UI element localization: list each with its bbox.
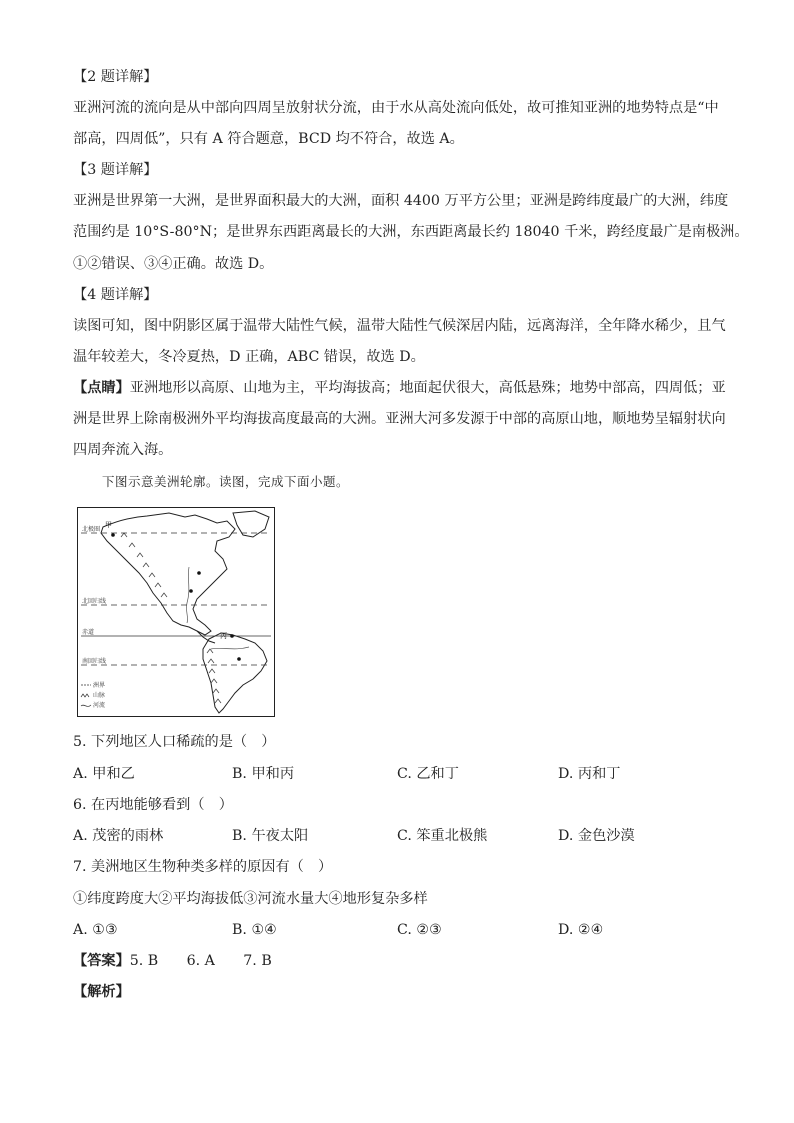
place-ding-dot	[189, 589, 193, 593]
answer-line	[73, 951, 272, 971]
q6-option-d: D. 金色沙漠	[558, 828, 635, 844]
q3-line-2: 范围约是 10°S-80°N；是世界东西距离最长的大洲，东西距离最长约 18040 千米，跨经度最广是南极洲。	[73, 224, 749, 240]
legend-mountain-label: 山脉	[93, 692, 106, 699]
analysis-heading: 【解析】	[73, 984, 130, 1000]
q4-line-2: 温年较差大，冬冷夏热，D 正确，ABC 错误，故选 D。	[73, 349, 425, 365]
q5-option-b: B. 甲和丙	[232, 766, 295, 782]
legend-border-label: 洲界	[93, 682, 106, 689]
answer-text: 5. B 6. A 7. B	[129, 953, 272, 969]
place-yi-dot	[197, 571, 201, 575]
q5-option-c: C. 乙和丁	[397, 766, 459, 782]
question-6-stem: 6. 在丙地能够看到（ ）	[73, 797, 233, 813]
q5-option-a: A. 甲和乙	[73, 766, 135, 782]
q2-heading: 【2 题详解】	[73, 69, 158, 85]
q3-line-3: ①②错误、③④正确。故选 D。	[73, 256, 274, 272]
question-7-statements: ①纬度跨度大②平均海拔低③河流水量大④地形复杂多样	[73, 891, 428, 907]
tip-line-3: 四周奔流入海。	[73, 442, 173, 458]
q4-line-1: 读图可知，图中阴影区属于温带大陆性气候，温带大陆性气候深居内陆，远离海洋，全年降水稀少，且气	[73, 318, 726, 334]
q7-option-a: A. ①③	[73, 922, 118, 938]
tip-heading: 【点睛】	[73, 380, 130, 396]
q4-heading: 【4 题详解】	[73, 287, 158, 303]
q7-option-d: D. ②④	[558, 922, 604, 938]
question-5-stem: 5. 下列地区人口稀疏的是（ ）	[73, 734, 276, 750]
q2-line-2: 部高，四周低”，只有 A 符合题意，BCD 均不符合，故选 A。	[73, 131, 464, 147]
tip-line-2: 洲是世界上除南极洲外平均海拔高度最高的大洲。亚洲大河多发源于中部的高原山地，顺地势呈辐射状向	[73, 411, 726, 427]
q7-option-b: B. ①④	[232, 922, 277, 938]
q3-heading: 【3 题详解】	[73, 162, 158, 178]
americas-map	[77, 507, 275, 717]
q6-option-b: B. 午夜太阳	[232, 828, 309, 844]
place-bing-dot	[230, 634, 234, 638]
q5-option-d: D. 丙和丁	[558, 766, 621, 782]
equator-label: 赤道	[82, 629, 95, 636]
arctic-circle-label: 北极圈	[82, 526, 101, 533]
answer-label: 【答案】	[73, 953, 130, 969]
place-south-dot	[237, 657, 241, 661]
tip-line-1	[73, 378, 726, 398]
question-7-stem: 7. 美洲地区生物种类多样的原因有（ ）	[73, 859, 333, 875]
q7-option-c: C. ②③	[397, 922, 442, 938]
place-bing-label: 丙	[220, 632, 227, 640]
map-intro: 下图示意美洲轮廓。读图，完成下面小题。	[102, 474, 350, 489]
q6-option-c: C. 笨重北极熊	[397, 828, 488, 844]
q6-option-a: A. 茂密的雨林	[73, 828, 164, 844]
q2-line-1: 亚洲河流的流向是从中部向四周呈放射状分流，由于水从高处流向低处，故可推知亚洲的地势特点是“中	[73, 100, 719, 116]
place-jia-label: 甲	[105, 521, 112, 529]
tip-text-1: 亚洲地形以高原、山地为主，平均海拔高；地面起伏很大，高低悬殊；地势中部高，四周低；亚	[129, 380, 726, 396]
q3-line-1: 亚洲是世界第一大洲，是世界面积最大的大洲，面积 4400 万平方公里；亚洲是跨纬度最广的大洲，纬度	[73, 193, 729, 209]
place-jia-dot	[111, 533, 115, 537]
legend-river-label: 河流	[93, 702, 106, 709]
tropic-cancer-label: 北回归线	[82, 598, 107, 605]
tropic-capricorn-label: 南回归线	[82, 658, 107, 665]
